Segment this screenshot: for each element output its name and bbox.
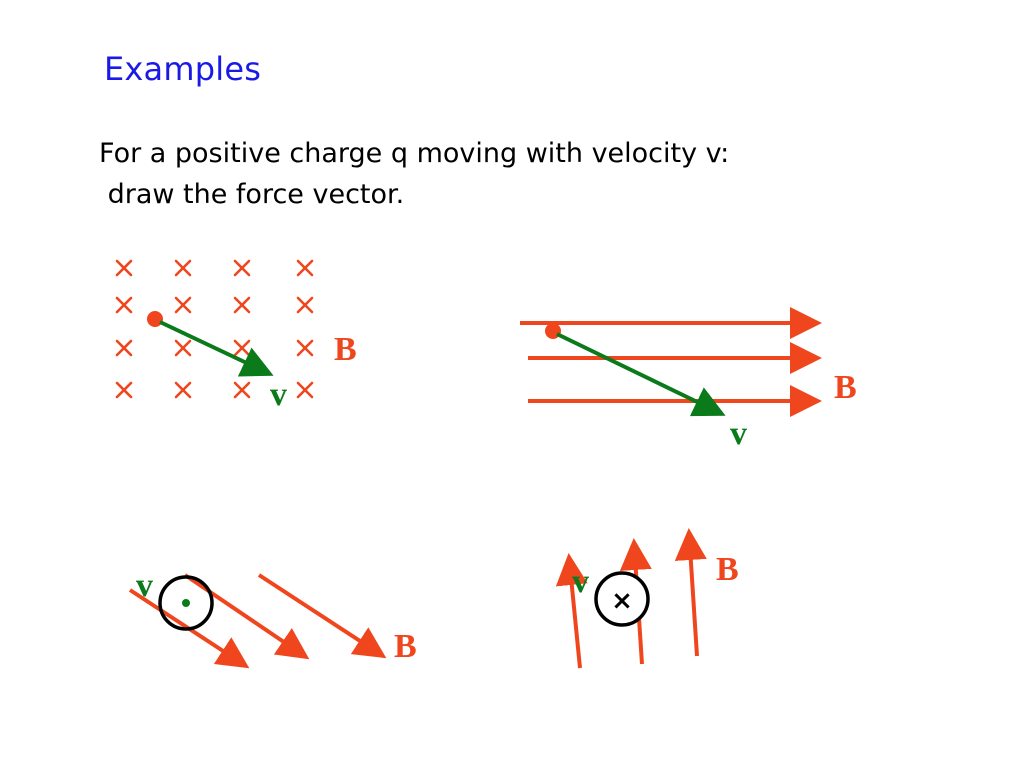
field-into-page-mark [176, 383, 190, 397]
field-line [689, 532, 697, 656]
field-into-page-mark [235, 261, 249, 275]
field-into-page-mark [298, 383, 312, 397]
field-line [259, 575, 383, 656]
field-into-page-mark [235, 298, 249, 312]
charge-dot [147, 311, 163, 327]
field-label: B [834, 369, 857, 406]
panel-field-into-page [117, 261, 357, 413]
field-into-page-mark [176, 298, 190, 312]
slide-title: Examples [104, 50, 262, 88]
field-into-page-mark [235, 383, 249, 397]
field-into-page-mark [176, 341, 190, 355]
field-into-page-mark [298, 298, 312, 312]
field-label: B [334, 331, 357, 368]
field-into-page-mark [117, 261, 131, 275]
velocity-label: v [136, 567, 153, 604]
velocity-label: v [270, 376, 287, 413]
field-into-page-mark [176, 261, 190, 275]
field-into-page-mark [298, 341, 312, 355]
field-into-page-mark [235, 341, 249, 355]
velocity-label: v [572, 563, 589, 600]
velocity-into-page-mark: × [611, 586, 633, 616]
instruction-line-1: For a positive charge q moving with velocity v: [99, 138, 730, 169]
field-into-page-mark [298, 261, 312, 275]
field-label: B [716, 551, 739, 588]
field-into-page-mark [117, 298, 131, 312]
panel-diagonal-field [130, 567, 417, 666]
velocity-arrow [160, 322, 270, 374]
panel-horizontal-field [520, 323, 857, 452]
field-label: B [394, 628, 417, 665]
instruction-line-2: draw the force vector. [99, 179, 405, 210]
velocity-out-of-page-dot [182, 599, 190, 607]
panel-vertical-field [569, 532, 739, 668]
field-line [185, 575, 306, 657]
field-into-page-mark [117, 341, 131, 355]
field-into-page-mark [117, 383, 131, 397]
velocity-label: v [730, 415, 747, 452]
